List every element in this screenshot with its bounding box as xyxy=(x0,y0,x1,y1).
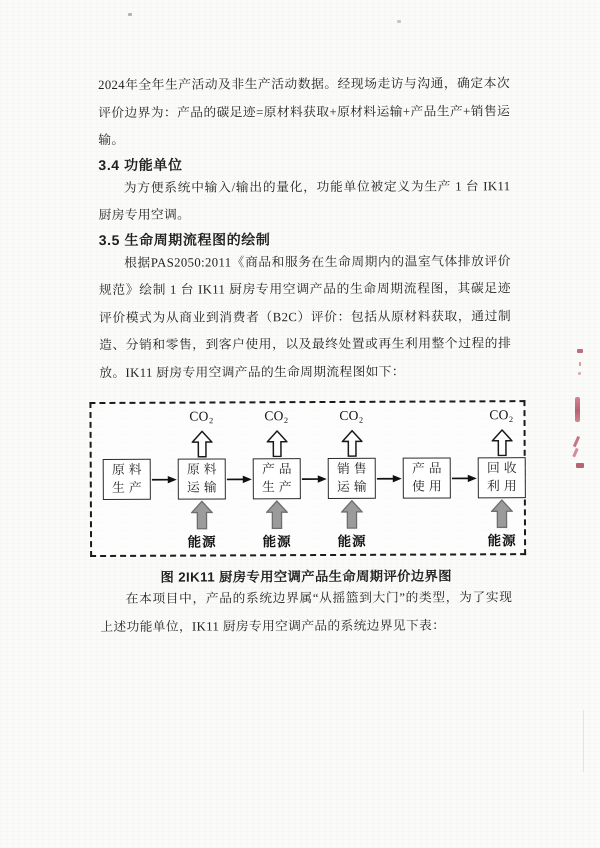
scan-speck xyxy=(128,13,132,16)
stage-box xyxy=(178,458,226,499)
stage-box xyxy=(478,457,526,498)
stage-label-line1: 销售 xyxy=(336,461,371,476)
stage-box xyxy=(328,458,376,499)
stage-box xyxy=(253,458,301,499)
scan-edge-line xyxy=(583,710,584,772)
stage-label-line1: 回收 xyxy=(486,461,521,476)
stage-box xyxy=(403,457,451,498)
energy-label: 能源 xyxy=(337,533,367,549)
stage-label-line2: 使用 xyxy=(411,478,446,494)
flow-arrow-icon xyxy=(302,474,327,484)
flow-arrow-icon xyxy=(152,474,177,484)
energy-input-arrow-icon xyxy=(266,500,288,529)
scan-speck xyxy=(397,20,401,23)
flow-arrow-icon xyxy=(227,474,252,484)
red-stamp-mark xyxy=(575,397,580,422)
energy-input-arrow-icon xyxy=(341,500,363,529)
stage-label-line2: 运输 xyxy=(186,479,221,495)
stage-raw-material-production xyxy=(102,405,151,554)
red-stamp-mark xyxy=(573,436,580,447)
stage-sales-transport xyxy=(327,404,376,553)
red-stamp-mark xyxy=(579,362,581,366)
section-3-4-paragraph: 为方便系统中输入/输出的量化，功能单位被定义为生产 1 台 IK11 厨房专用空调。 xyxy=(98,178,511,222)
co2-emission-arrow-icon xyxy=(191,431,212,458)
stage-product-use xyxy=(402,403,451,552)
document-page xyxy=(98,70,521,641)
co2-label: CO₂ xyxy=(339,407,364,423)
red-stamp-mark xyxy=(572,448,578,457)
figure-caption: 图 2IK11 厨房专用空调产品生命周期评价边界图 xyxy=(160,568,452,585)
flow-arrow-icon xyxy=(377,473,402,483)
stage-product-production xyxy=(252,404,301,553)
co2-label: CO₂ xyxy=(189,408,214,424)
energy-label: 能源 xyxy=(487,533,517,549)
energy-input-arrow-icon xyxy=(191,501,213,530)
co2-emission-arrow-icon xyxy=(341,430,362,457)
stage-label-line2: 生产 xyxy=(261,479,296,494)
red-stamp-mark xyxy=(576,463,584,468)
co2-label: CO₂ xyxy=(489,407,514,423)
closing-paragraph: 在本项目中，产品的系统边界属“从摇篮到大门”的类型，为了实现上述功能单位，IK11 厨房专用空调产品的系统边界见下表： xyxy=(100,590,513,634)
section-3-5-paragraph: 根据PAS2050:2011《商品和服务在生命周期内的温室气体排放评价规范》绘制 1 台 IK11 厨房专用空调产品的生命周期流程图，其碳足迹评价模式为从商业到消费者（B2C）评价：包括从原材料获取，通过制造、分销和零售，到客户使用，以及最终处置或再生利用整个过程的排放。IK11 厨房专用空调产品的生命周期流程图如下： xyxy=(98,253,512,380)
red-stamp-mark xyxy=(578,372,581,375)
lifecycle-boundary-diagram xyxy=(89,400,526,557)
stage-label-line2: 利用 xyxy=(486,478,521,493)
red-stamp-mark xyxy=(577,349,583,353)
stage-label-line2: 生产 xyxy=(111,480,146,495)
stage-label-line1: 产品 xyxy=(411,461,446,476)
stage-label-line1: 产品 xyxy=(261,462,296,477)
flow-arrow-icon xyxy=(452,473,477,483)
energy-label: 能源 xyxy=(187,534,217,550)
stage-label-line2: 运输 xyxy=(336,479,371,494)
stage-box xyxy=(103,459,151,500)
co2-emission-arrow-icon xyxy=(266,430,287,457)
co2-label: CO₂ xyxy=(264,408,289,424)
intro-paragraph: 2024年全年生产活动及非生产活动数据。经现场走访与沟通，确定本次评价边界为：产品的碳足迹=原材料获取+原材料运输+产品生产+销售运输。 xyxy=(98,76,511,147)
energy-label: 能源 xyxy=(262,534,292,550)
section-heading-3-4: 3.4 功能单位 xyxy=(98,156,183,173)
stage-raw-material-transport xyxy=(177,404,226,553)
co2-emission-arrow-icon xyxy=(491,429,512,456)
section-heading-3-5: 3.5 生命周期流程图的绘制 xyxy=(98,230,271,248)
stage-label-line1: 原料 xyxy=(186,462,221,477)
stage-recycling xyxy=(477,403,526,552)
stage-label-line1: 原料 xyxy=(111,462,146,477)
energy-input-arrow-icon xyxy=(491,499,513,528)
